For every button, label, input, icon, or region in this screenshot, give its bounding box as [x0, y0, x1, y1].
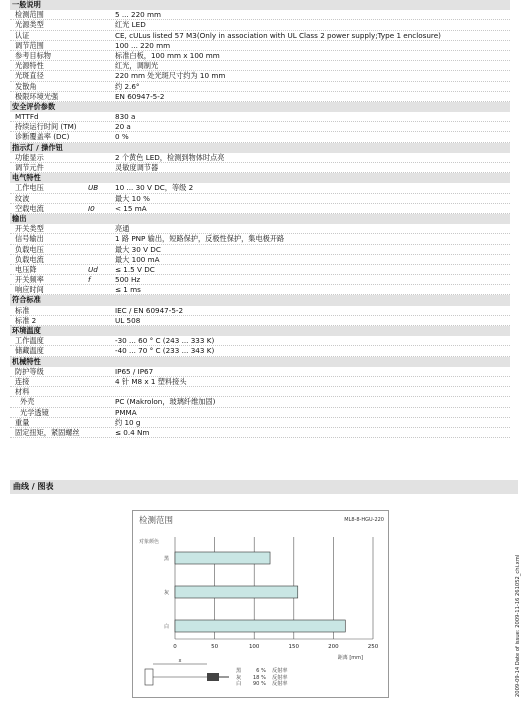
spec-symbol: Ud — [88, 264, 98, 274]
spec-row — [10, 418, 510, 428]
spec-value: 约 2.6° — [115, 81, 140, 91]
spec-row — [10, 10, 510, 20]
spec-row — [10, 132, 510, 142]
spec-value: -30 ... 60 ° C (243 ... 333 K) — [115, 336, 215, 346]
spec-value: 10 ... 30 V DC，等级 2 — [115, 183, 194, 193]
x-tick-label: 250 — [367, 644, 379, 650]
spec-symbol: I0 — [88, 203, 95, 213]
spec-value: 最大 10 % — [115, 193, 150, 203]
chart-title: 检测范围 — [139, 516, 174, 526]
category-label: 灰 — [163, 590, 169, 596]
sensor-body — [207, 673, 219, 681]
section-header: 电气特性 — [10, 173, 510, 183]
spec-value: ≤ 1 ms — [115, 285, 141, 295]
spec-label: 标准 — [15, 305, 30, 315]
spec-row — [10, 408, 510, 418]
spec-value: 灵敏度调节器 — [115, 163, 159, 172]
bar — [175, 586, 298, 598]
x-tick-label: 0 — [173, 644, 177, 650]
spec-value: 830 a — [115, 112, 136, 122]
spec-value: 100 ... 220 mm — [115, 40, 171, 50]
spec-label: 重量 — [15, 417, 30, 427]
spec-value: 红光 LED — [115, 20, 146, 30]
spec-row — [10, 51, 510, 61]
spec-row — [10, 41, 510, 51]
spec-label: 负载电流 — [15, 254, 44, 264]
legend-desc: 反射率 — [272, 668, 288, 674]
spec-label: 检测范围 — [15, 10, 44, 20]
spec-value: PC (Makrolon，玻璃纤维加固) — [115, 397, 216, 407]
spec-label: 极限环境光强 — [15, 91, 59, 101]
spec-label: 认证 — [15, 30, 30, 40]
x-tick-label: 100 — [248, 644, 260, 650]
spec-row — [10, 346, 510, 356]
target-plate — [145, 669, 153, 685]
spec-row — [10, 255, 510, 265]
spec-row — [10, 234, 510, 244]
spec-value: 1 路 PNP 输出，短路保护，反极性保护，集电极开路 — [115, 234, 285, 244]
legend-row — [236, 681, 288, 688]
x-tick-label: 200 — [328, 644, 339, 650]
section-header: 机械特性 — [10, 357, 510, 367]
legend-percent: 6 % — [256, 668, 266, 674]
legend-color: 灰 — [236, 674, 242, 681]
spec-row — [10, 367, 510, 377]
spec-label: 开关类型 — [15, 224, 44, 234]
legend-color: 黑 — [236, 668, 242, 674]
spec-symbol: f — [88, 275, 91, 285]
spec-label: 光斑直径 — [15, 71, 44, 81]
spec-label: 工作电压 — [15, 183, 44, 193]
spec-value: ≤ 1.5 V DC — [115, 264, 155, 274]
spec-label: 光源特性 — [15, 61, 44, 71]
category-label: 白 — [163, 624, 169, 630]
x-tick-label: 50 — [211, 644, 219, 650]
spec-row — [10, 387, 510, 397]
spec-row — [10, 61, 510, 71]
legend-percent: 18 % — [252, 674, 266, 681]
legend-percent: 90 % — [252, 681, 266, 687]
bar — [175, 552, 270, 564]
x-axis-label: 距离 [mm] — [337, 655, 363, 661]
spec-value: 最大 100 mA — [115, 254, 160, 264]
x-tick-label: 150 — [288, 644, 300, 650]
legend-color: 白 — [236, 681, 242, 687]
distance-label: x — [178, 658, 182, 664]
spec-value: UL 508 — [115, 315, 141, 325]
spec-row — [10, 224, 510, 234]
spec-row — [10, 204, 510, 214]
spec-label: 固定扭矩，紧固螺丝 — [15, 427, 80, 437]
spec-row — [10, 265, 510, 275]
spec-label: 信号输出 — [15, 234, 44, 244]
issue-date-text: 2009-09-14 Date of issue: 2009-11-16 261052_chi.xml — [515, 554, 521, 697]
spec-table — [10, 0, 510, 438]
spec-row — [10, 306, 510, 316]
spec-value: 约 10 g — [115, 417, 141, 427]
plot-area — [145, 537, 379, 685]
spec-value: 0 % — [115, 132, 129, 142]
spec-value: < 15 mA — [115, 203, 147, 213]
spec-label: 防护等级 — [15, 366, 44, 376]
spec-label: 光源类型 — [15, 20, 44, 30]
spec-label: 发散角 — [15, 81, 37, 91]
spec-label: 工作温度 — [15, 336, 44, 346]
spec-row — [10, 336, 510, 346]
spec-label: 开关频率 — [15, 275, 44, 285]
spec-row — [10, 194, 510, 204]
spec-value: 500 Hz — [115, 275, 141, 285]
spec-row — [10, 153, 510, 163]
spec-label: 纹波 — [15, 193, 30, 203]
spec-row — [10, 285, 510, 295]
spec-label: 光学透镜 — [20, 407, 49, 417]
spec-label: 参考目标物 — [15, 50, 51, 60]
spec-symbol: UB — [88, 183, 99, 193]
spec-label: 持续运行时间 (TM) — [15, 122, 77, 132]
spec-value: 亮通 — [115, 224, 130, 234]
section-header: 符合标准 — [10, 295, 510, 305]
spec-row — [10, 316, 510, 326]
spec-row — [10, 183, 510, 193]
spec-label: 材料 — [15, 387, 30, 397]
spec-label: 储藏温度 — [15, 346, 44, 356]
spec-label: 电压降 — [15, 264, 37, 274]
spec-row — [10, 245, 510, 255]
spec-row — [10, 71, 510, 81]
section-header: 安全评价参数 — [10, 102, 510, 112]
spec-row — [10, 275, 510, 285]
section-header: 指示灯 / 操作钮 — [10, 143, 510, 153]
category-axis-label: 对象颜色 — [139, 539, 160, 545]
spec-value: IP65 / IP67 — [115, 366, 154, 376]
spec-row — [10, 112, 510, 122]
spec-row — [10, 397, 510, 407]
spec-value: ≤ 0.4 Nm — [115, 427, 150, 437]
spec-row — [10, 377, 510, 387]
chart-legend — [236, 668, 288, 688]
spec-label: 负载电压 — [15, 244, 44, 254]
section-header: 输出 — [10, 214, 510, 224]
side-metadata — [515, 533, 525, 703]
spec-label: 空载电流 — [15, 203, 44, 213]
spec-value: 标准白板，100 mm x 100 mm — [115, 50, 220, 60]
spec-value: 220 mm 处光斑尺寸约为 10 mm — [115, 71, 226, 81]
spec-label: 诊断覆盖率 (DC) — [15, 132, 70, 142]
spec-value: PMMA — [115, 407, 137, 417]
spec-value: CE, cULus listed 57 M3(Only in association with UL Class 2 power supply;Type 1 enclosure) — [115, 30, 441, 40]
curves-section-header: 曲线 / 图表 — [10, 480, 518, 494]
spec-label: 响应时间 — [15, 285, 44, 295]
spec-value: 红光，调制光 — [115, 61, 159, 71]
spec-row — [10, 20, 510, 30]
spec-label: 功能显示 — [15, 152, 44, 162]
spec-value: 2 个黄色 LED，检测到物体时点亮 — [115, 152, 225, 162]
section-header: 环境温度 — [10, 326, 510, 336]
spec-label: 外壳 — [20, 397, 35, 407]
section-header: 一般说明 — [10, 0, 510, 10]
spec-value: 20 a — [115, 122, 131, 132]
spec-row — [10, 428, 510, 438]
spec-value: EN 60947-5-2 — [115, 91, 165, 101]
legend-desc: 反射率 — [272, 674, 288, 681]
spec-label: 调节范围 — [15, 40, 44, 50]
spec-row — [10, 122, 510, 132]
spec-value: 最大 30 V DC — [115, 244, 161, 254]
spec-row — [10, 92, 510, 102]
spec-label: 连接 — [15, 376, 30, 386]
spec-row — [10, 31, 510, 41]
spec-row — [10, 163, 510, 173]
spec-label: MTTFd — [15, 112, 39, 122]
spec-label: 标准 2 — [15, 315, 37, 325]
spec-value: IEC / EN 60947-5-2 — [115, 305, 184, 315]
legend-desc: 反射率 — [272, 681, 288, 687]
spec-value: -40 ... 70 ° C (233 ... 343 K) — [115, 346, 215, 356]
spec-value: 4 针 M8 x 1 塑料接头 — [115, 376, 187, 386]
spec-label: 调节元件 — [15, 163, 44, 172]
bar — [175, 620, 345, 632]
spec-row — [10, 82, 510, 92]
chart-model: ML8-8-HGU-220 — [344, 517, 384, 523]
category-label: 黑 — [163, 556, 169, 562]
spec-value: 5 ... 220 mm — [115, 10, 162, 20]
